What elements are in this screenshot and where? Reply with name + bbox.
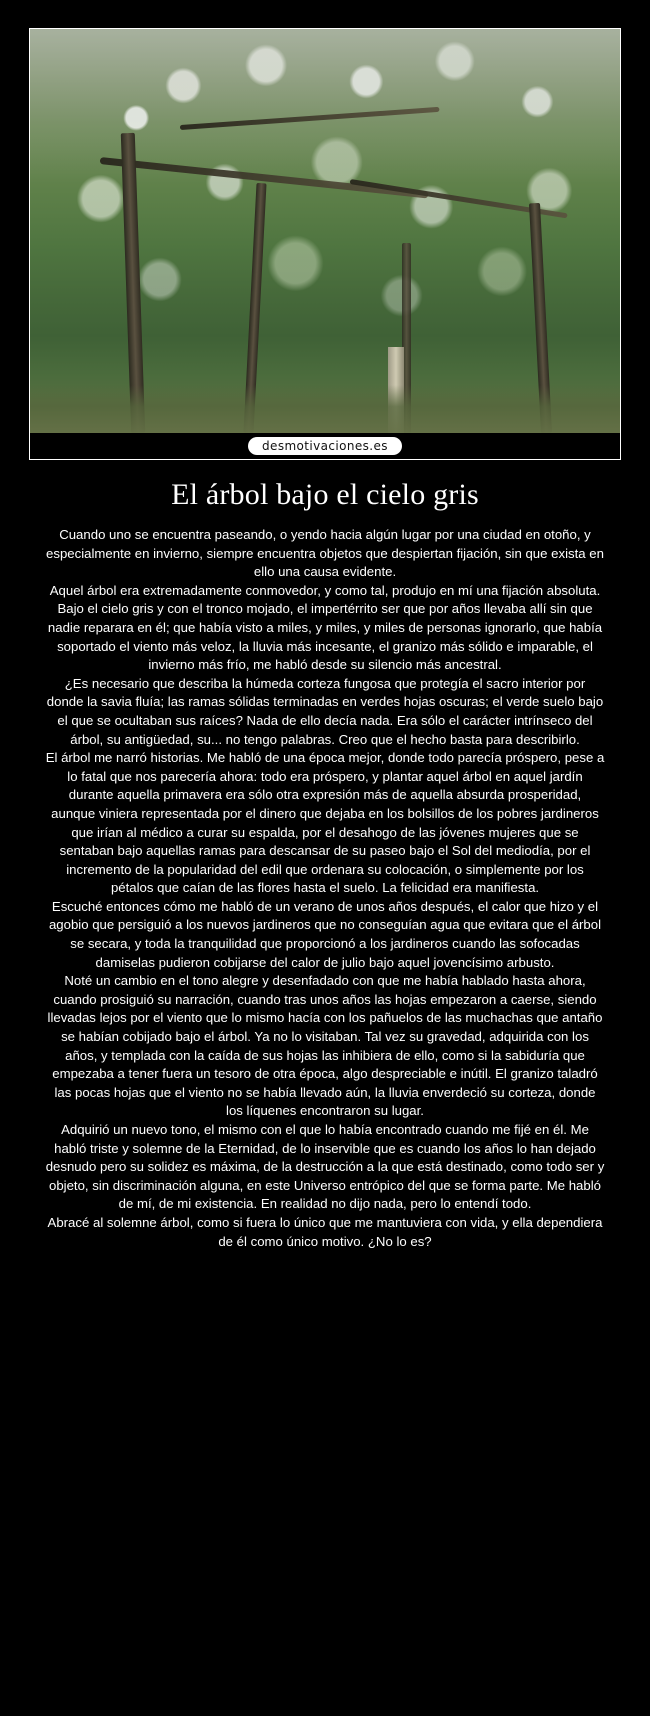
body-paragraph: Bajo el cielo gris y con el tronco mojado, el impertérrito ser que por años llevaba allí sin que nadie reparara en él; que había visto a miles, y miles, y miles de personas ignorarlo, que había soportado el viento más veloz, la lluvia más incesante, el granizo más sólido e imparable, el invierno más frío, me habló desde su silencio más ancestral. [47,601,603,673]
watermark-bar [30,433,620,459]
body-paragraph: Abracé al solemne árbol, como si fuera lo único que me mantuviera con vida, y ella dependiera de él como único motivo. ¿No lo es? [47,1214,603,1249]
body-paragraph: El árbol me narró historias. Me habló de una época mejor, donde todo parecía próspero, pese a lo fatal que nos parecería ahora: todo era próspero, y plantar aquel árbol en aquel jardín durante aquella primavera era sólo otra expresión más de aquella absurda prosperidad, aunque viniera representada por el dinero que dejaba en los bolsillos de los pobres jardineros que irían al médico a curar su espalda, por el desahogo de las jóvenes mujeres que se sentaban bajo aquellas ramas para descansar de su paseo bajo el Sol del mediodía, por el incremento de la popularidad del edil que ordenara su colocación, o simplemente por los pétalos que caían de las flores hasta el suelo. La felicidad era manifiesta. [45,750,605,896]
body-paragraph: ¿Es necesario que describa la húmeda corteza fungosa que protegía el sacro interior por donde la savia fluía; las ramas sólidas terminadas en verdes hojas oscuras; el verde suelo bajo el que se ocultaban sus raíces? Nada de ello decía nada. Era sólo el carácter intrínseco del árbol, su antigüedad, su... no tengo palabras. Creo que el hecho basta para describirlo. [46,675,604,747]
grass-ground [30,385,620,433]
site-watermark: desmotivaciones.es [248,437,402,455]
poster-body [45,526,605,1275]
body-paragraph: Escuché entonces cómo me habló de un verano de unos años después, el calor que hizo y el agobio que persiguió a los nuevos jardineros que no conseguían agua que evitara que el árbol se secara, y toda la tranquilidad que proporcionó a los jardineros cuando las sofocadas damiselas pudieron cobijarse del calor de julio bajo aquel jovencísimo arbusto. [48,898,602,970]
poster-photo [30,29,620,433]
body-paragraph: Aquel árbol era extremadamente conmovedor, y como tal, produjo en mí una fijación absoluta. [49,582,601,598]
page-title: El árbol bajo el cielo gris [171,478,479,511]
body-paragraph: Cuando uno se encuentra paseando, o yendo hacia algún lugar por una ciudad en otoño, y especialmente en invierno, siempre encuentra objetos que despiertan fijación, sin que exista en ello una causa evidente. [46,527,604,580]
body-paragraph: Noté un cambio en el tono alegre y desenfadado con que me había hablado hasta ahora, cuando prosiguió su narración, cuando tras unos años las hojas empezaron a caerse, siendo llevadas lejos por el viento que lo mismo hacía con los pañuelos de las muchachas que antaño se habían cobijado bajo el árbol. Ya no lo visitaban. Tal vez su gravedad, adquirida con los años, y templada con la caída de sus hojas las inhibiera de ello, como si la sabiduría que empezaba a tener fuera un tesoro de otra época, algo despreciable e inútil. El granizo taladró las pocas hojas que el viento no se había llevado aún, la lluvia enverdeció su corteza, donde los líquenes encontraron su lugar. [47,973,603,1119]
body-paragraph: Adquirió un nuevo tono, el mismo con el que lo había encontrado cuando me fijé en él. Me habló triste y solemne de la Eternidad, de lo inservible que es cuando los años lo han dejado desnudo pero su solidez es máxima, de la destrucción a la que está destinado, como todo ser y objeto, sin discriminación alguna, en este Universo entrópico del que se forma parte. Me habló de mí, de mi existencia. En realidad no dijo nada, pero lo entendí todo. [45,1122,605,1212]
demotivational-poster [29,28,621,460]
